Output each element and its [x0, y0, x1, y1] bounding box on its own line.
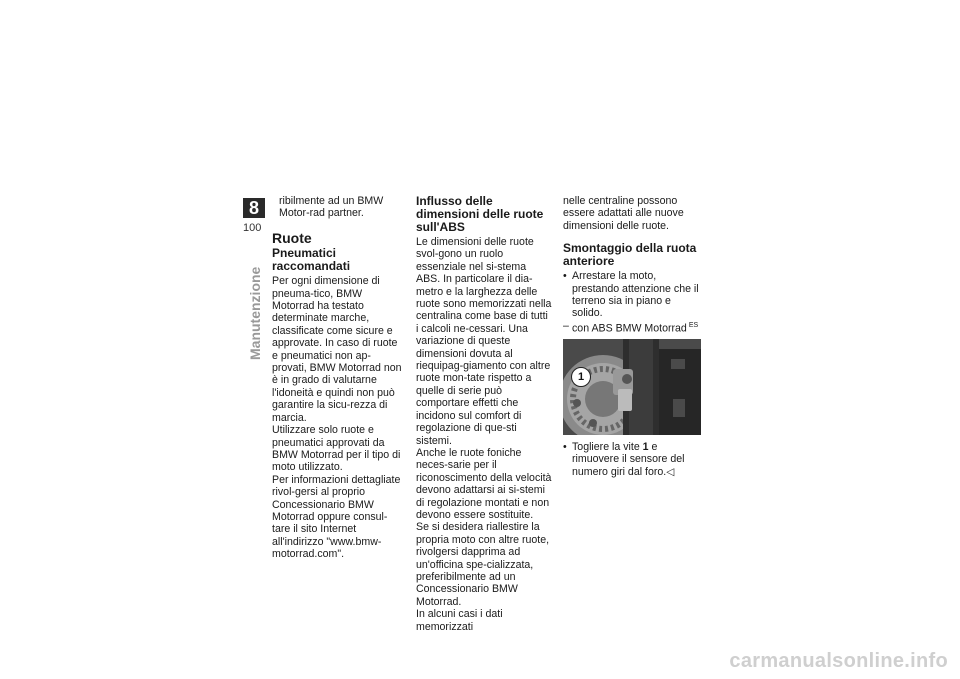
column-3: [563, 195, 701, 478]
col2-paragraph: Se si desidera riallestire la propria moto con altre ruote, rivolgersi dapprima ad un'officina spe-cializzata, preferibilmente ad un Concessionario BMW Motorrad.: [416, 521, 550, 608]
col1-intro: ribilmente ad un BMW Motor-rad partner.: [279, 195, 384, 220]
step-item: • Arrestare la moto, prestando attenzione che il terreno sia in piano e solido.: [563, 270, 701, 320]
condition-item: [563, 320, 701, 335]
watermark: carmanualsonline.info: [729, 650, 948, 672]
step-item: [563, 441, 701, 478]
column-2: [416, 195, 552, 633]
step-list: [563, 441, 701, 478]
section-title-abs: Influsso delle dimensioni delle ruote sull'ABS: [416, 194, 544, 234]
chapter-number: 8: [248, 198, 259, 218]
end-of-section-icon: ◁: [666, 465, 675, 478]
col2-paragraph: Le dimensioni delle ruote svol-gono un ruolo essenziale nel si-stema ABS. In particolare il dia-metro e la larghezza delle ruote sono memorizzati nella centralina come base di tutti i calcoli ne-cessari. Una variazione di queste dimensioni dovuta al riequipag-giamento con altre ruote mon-tate rispetto a quelle di serie può comportare effetti che incidono sul comfort di regolazione di que-sti sistemi.: [416, 236, 552, 447]
condition-list: [563, 320, 701, 335]
step-text: Togliere la vite: [572, 440, 643, 453]
callout-1: 1: [571, 367, 591, 387]
chapter-tab: [243, 198, 265, 218]
col3-intro: nelle centraline possono essere adattati alle nuove dimensioni delle ruote.: [563, 195, 684, 232]
es-badge: ES: [688, 321, 699, 329]
page-number: 100: [243, 222, 262, 234]
chapter-label: Manutenzione: [247, 266, 263, 360]
col1-paragraph: Per ogni dimensione di pneuma-tico, BMW Motorrad ha testato determinate marche, classificate come sicure e approvate. In caso di ruote e pneumatici non ap-provati, BMW Motorrad non è in grado di valutarne l'idoneità e quindi non può garantire la sicu-rezza di marcia.: [272, 275, 402, 424]
step-text: e rimuovere il sensore del numero giri dal foro.: [572, 440, 685, 478]
col2-paragraph: In alcuni casi i dati memorizzati: [416, 608, 503, 633]
step-ref-number: 1: [642, 440, 649, 453]
section-title-ruote: Ruote: [272, 229, 312, 246]
step-list: [563, 270, 701, 320]
section-title-smontaggio: Smontaggio della ruota anteriore: [563, 241, 697, 269]
col2-paragraph: Anche le ruote foniche neces-sarie per il riconoscimento della velocità devono adattarsi ai si-stemi di regolazione montati e non devono essere sostituite.: [416, 446, 552, 521]
wheel-photo-illustration: [563, 339, 701, 435]
col1-paragraph: Utilizzare solo ruote e pneumatici approvati da BMW Motorrad per il tipo di moto utilizzato.: [272, 424, 401, 474]
condition-text: con ABS BMW Motorrad: [572, 322, 687, 335]
column-1: [272, 195, 404, 561]
wheel-sensor-photo: [563, 339, 701, 435]
col1-paragraph: Per informazioni dettagliate rivol-gersi al proprio Concessionario BMW Motorrad oppure consul-tare il sito Internet all'indirizzo "www.bmw-motorrad.com".: [272, 473, 401, 561]
subsection-title-pneumatici: Pneumatici raccomandati: [272, 246, 351, 274]
